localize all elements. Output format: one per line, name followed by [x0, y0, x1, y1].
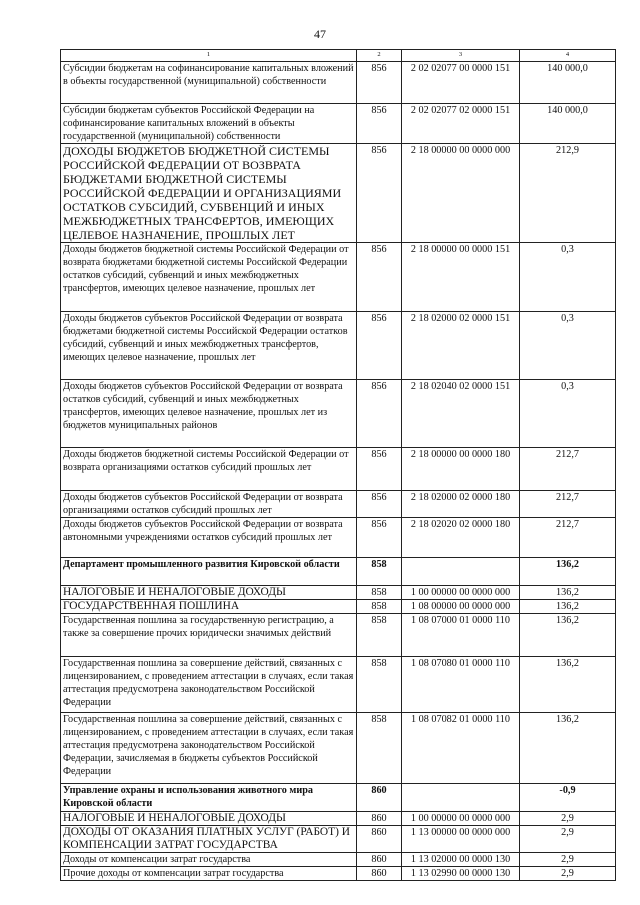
row-name: ГОСУДАРСТВЕННАЯ ПОШЛИНА — [61, 600, 357, 614]
row-budget-code — [402, 784, 520, 812]
row-amount: 2,9 — [520, 867, 616, 881]
column-number-4: 4 — [520, 50, 616, 62]
row-name: Доходы бюджетов субъектов Российской Федерации от возврата организациями остатков субсидий прошлых лет — [61, 491, 357, 518]
row-name: ДОХОДЫ ОТ ОКАЗАНИЯ ПЛАТНЫХ УСЛУГ (РАБОТ) И КОМПЕНСАЦИИ ЗАТРАТ ГОСУДАРСТВА — [61, 826, 357, 853]
row-administrator-code: 856 — [357, 104, 402, 144]
row-amount: 2,9 — [520, 826, 616, 853]
row-amount: 140 000,0 — [520, 104, 616, 144]
row-amount: 136,2 — [520, 713, 616, 784]
table-row — [61, 62, 616, 104]
table-row — [61, 784, 616, 812]
row-budget-code: 2 18 02040 02 0000 151 — [402, 380, 520, 448]
table-row — [61, 491, 616, 518]
row-administrator-code: 858 — [357, 713, 402, 784]
row-name: Управление охраны и использования животного мира Кировской области — [61, 784, 357, 812]
column-number-row — [61, 50, 616, 62]
table-row — [61, 614, 616, 657]
row-name: Доходы от компенсации затрат государства — [61, 853, 357, 867]
row-administrator-code: 856 — [357, 448, 402, 491]
row-administrator-code: 856 — [357, 380, 402, 448]
row-name: НАЛОГОВЫЕ И НЕНАЛОГОВЫЕ ДОХОДЫ — [61, 586, 357, 600]
table-row — [61, 657, 616, 713]
row-amount: 136,2 — [520, 657, 616, 713]
row-administrator-code: 856 — [357, 243, 402, 312]
row-budget-code: 1 13 02000 00 0000 130 — [402, 853, 520, 867]
row-name: Государственная пошлина за совершение действий, связанных с лицензированием, с проведением аттестации в случаях, если такая аттестация предусмотрена законодательством Российской Федерации, зачисляемая в бюджеты субъектов Российской Федерации — [61, 713, 357, 784]
row-budget-code — [402, 558, 520, 586]
row-amount: 0,3 — [520, 380, 616, 448]
row-amount: 2,9 — [520, 853, 616, 867]
row-administrator-code: 860 — [357, 853, 402, 867]
row-name: Доходы бюджетов субъектов Российской Федерации от возврата остатков субсидий, субвенций и иных межбюджетных трансфертов, имеющих целевое назначение, прошлых лет из бюджетов муниципальных районов — [61, 380, 357, 448]
row-name: НАЛОГОВЫЕ И НЕНАЛОГОВЫЕ ДОХОДЫ — [61, 812, 357, 826]
row-budget-code: 1 08 07080 01 0000 110 — [402, 657, 520, 713]
table-row — [61, 448, 616, 491]
row-amount: 212,7 — [520, 518, 616, 558]
column-number-1: 1 — [61, 50, 357, 62]
table-row — [61, 826, 616, 853]
row-amount: 136,2 — [520, 558, 616, 586]
table-row — [61, 558, 616, 586]
row-administrator-code: 858 — [357, 600, 402, 614]
row-administrator-code: 856 — [357, 518, 402, 558]
row-name: Департамент промышленного развития Кировской области — [61, 558, 357, 586]
table-row — [61, 243, 616, 312]
page-number: 47 — [314, 27, 326, 41]
row-amount: 136,2 — [520, 600, 616, 614]
row-name: Государственная пошлина за государственную регистрацию, а также за совершение прочих юридически значимых действий — [61, 614, 357, 657]
table-row — [61, 380, 616, 448]
table-row — [61, 104, 616, 144]
row-administrator-code: 860 — [357, 812, 402, 826]
row-budget-code: 1 00 00000 00 0000 000 — [402, 586, 520, 600]
row-budget-code: 1 08 00000 00 0000 000 — [402, 600, 520, 614]
table-row — [61, 586, 616, 600]
table-row — [61, 312, 616, 380]
row-amount: 2,9 — [520, 812, 616, 826]
row-budget-code: 1 08 07000 01 0000 110 — [402, 614, 520, 657]
row-name: Государственная пошлина за совершение действий, связанных с лицензированием, с проведением аттестации в случаях, если такая аттестация предусмотрена законодательством Российской Федерации — [61, 657, 357, 713]
row-amount: 0,3 — [520, 243, 616, 312]
row-budget-code: 1 08 07082 01 0000 110 — [402, 713, 520, 784]
table-row — [61, 600, 616, 614]
row-administrator-code: 856 — [357, 491, 402, 518]
row-administrator-code: 860 — [357, 826, 402, 853]
row-administrator-code: 856 — [357, 312, 402, 380]
row-budget-code: 2 18 00000 00 0000 000 — [402, 144, 520, 243]
row-administrator-code: 858 — [357, 614, 402, 657]
row-name: Прочие доходы от компенсации затрат государства — [61, 867, 357, 881]
row-administrator-code: 858 — [357, 657, 402, 713]
row-amount: 136,2 — [520, 614, 616, 657]
row-amount: 140 000,0 — [520, 62, 616, 104]
row-amount: 0,3 — [520, 312, 616, 380]
column-number-2: 2 — [357, 50, 402, 62]
row-budget-code: 2 18 00000 00 0000 151 — [402, 243, 520, 312]
column-number-3: 3 — [402, 50, 520, 62]
row-budget-code: 2 18 02000 02 0000 180 — [402, 491, 520, 518]
row-administrator-code: 858 — [357, 558, 402, 586]
table-row — [61, 144, 616, 243]
row-budget-code: 2 18 02000 02 0000 151 — [402, 312, 520, 380]
row-administrator-code: 856 — [357, 144, 402, 243]
row-name: Доходы бюджетов бюджетной системы Российской Федерации от возврата организациями остатков субсидий прошлых лет — [61, 448, 357, 491]
row-amount: 212,9 — [520, 144, 616, 243]
row-administrator-code: 860 — [357, 867, 402, 881]
row-name: ДОХОДЫ БЮДЖЕТОВ БЮДЖЕТНОЙ СИСТЕМЫ РОССИЙСКОЙ ФЕДЕРАЦИИ ОТ ВОЗВРАТА БЮДЖЕТАМИ БЮДЖЕТНОЙ СИСТЕМЫ РОССИЙСКОЙ ФЕДЕРАЦИИ И ОРГАНИЗАЦИЯМИ ОСТАТКОВ СУБСИДИЙ, СУБВЕНЦИЙ И ИНЫХ МЕЖБЮДЖЕТНЫХ ТРАНСФЕРТОВ, ИМЕЮЩИХ ЦЕЛЕВОЕ НАЗНАЧЕНИЕ, ПРОШЛЫХ ЛЕТ — [61, 144, 357, 243]
row-name: Доходы бюджетов субъектов Российской Федерации от возврата бюджетами бюджетной системы Российской Федерации остатков субсидий, субвенций и иных межбюджетных трансфертов, имеющих целевое назначение, прошлых лет — [61, 312, 357, 380]
row-name: Субсидии бюджетам субъектов Российской Федерации на софинансирование капитальных вложений в объекты государственной (муниципальной) собственности — [61, 104, 357, 144]
table-row — [61, 867, 616, 881]
row-budget-code: 2 02 02077 02 0000 151 — [402, 104, 520, 144]
row-administrator-code: 858 — [357, 586, 402, 600]
row-budget-code: 2 18 02020 02 0000 180 — [402, 518, 520, 558]
row-budget-code: 1 13 02990 00 0000 130 — [402, 867, 520, 881]
table-row — [61, 713, 616, 784]
table-row — [61, 853, 616, 867]
row-budget-code: 2 18 00000 00 0000 180 — [402, 448, 520, 491]
row-administrator-code: 860 — [357, 784, 402, 812]
table-row — [61, 518, 616, 558]
row-amount: 136,2 — [520, 586, 616, 600]
row-amount: 212,7 — [520, 491, 616, 518]
row-amount: -0,9 — [520, 784, 616, 812]
row-name: Доходы бюджетов субъектов Российской Федерации от возврата автономными учреждениями остатков субсидий прошлых лет — [61, 518, 357, 558]
budget-table — [60, 49, 616, 881]
row-budget-code: 1 13 00000 00 0000 000 — [402, 826, 520, 853]
row-amount: 212,7 — [520, 448, 616, 491]
row-administrator-code: 856 — [357, 62, 402, 104]
row-name: Субсидии бюджетам на софинансирование капитальных вложений в объекты государственной (муниципальной) собственности — [61, 62, 357, 104]
row-budget-code: 2 02 02077 00 0000 151 — [402, 62, 520, 104]
row-name: Доходы бюджетов бюджетной системы Российской Федерации от возврата бюджетами бюджетной системы Российской Федерации остатков субсидий, субвенций и иных межбюджетных трансфертов, имеющих целевое назначение, прошлых лет — [61, 243, 357, 312]
table-row — [61, 812, 616, 826]
row-budget-code: 1 00 00000 00 0000 000 — [402, 812, 520, 826]
